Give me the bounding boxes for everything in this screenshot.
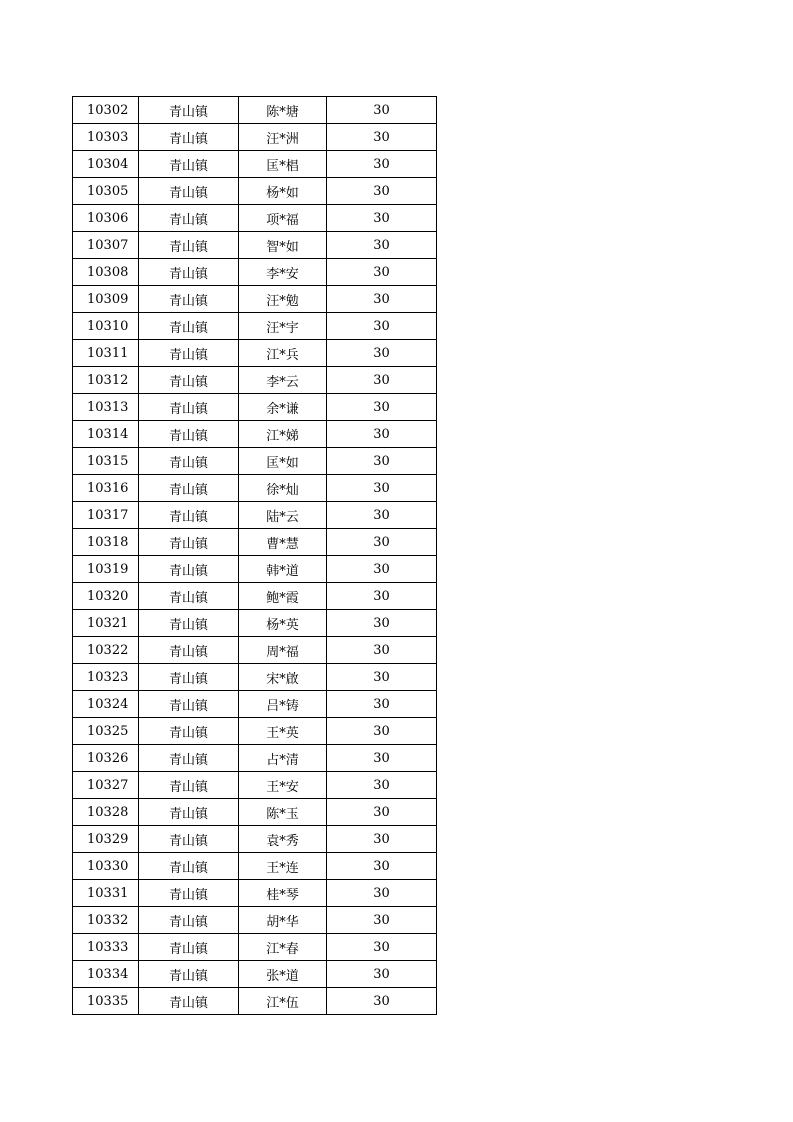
town-cell: 青山镇 — [139, 691, 239, 718]
table-row — [73, 475, 437, 502]
record-id-cell: 10322 — [73, 637, 139, 664]
table-row — [73, 394, 437, 421]
record-id-cell: 10304 — [73, 151, 139, 178]
table-row — [73, 421, 437, 448]
town-cell: 青山镇 — [139, 205, 239, 232]
table-row — [73, 745, 437, 772]
table-row — [73, 232, 437, 259]
table-row — [73, 556, 437, 583]
table-row — [73, 961, 437, 988]
amount-cell: 30 — [327, 421, 437, 448]
town-cell: 青山镇 — [139, 880, 239, 907]
town-cell: 青山镇 — [139, 259, 239, 286]
amount-cell: 30 — [327, 691, 437, 718]
town-cell: 青山镇 — [139, 421, 239, 448]
record-id-cell: 10329 — [73, 826, 139, 853]
record-id-cell: 10311 — [73, 340, 139, 367]
table-row — [73, 664, 437, 691]
name-cell: 江*娣 — [239, 421, 327, 448]
name-cell: 鲍*霞 — [239, 583, 327, 610]
town-cell: 青山镇 — [139, 826, 239, 853]
amount-cell: 30 — [327, 259, 437, 286]
name-cell: 李*云 — [239, 367, 327, 394]
town-cell: 青山镇 — [139, 367, 239, 394]
table-row — [73, 340, 437, 367]
name-cell: 江*伍 — [239, 988, 327, 1015]
town-cell: 青山镇 — [139, 529, 239, 556]
record-id-cell: 10326 — [73, 745, 139, 772]
town-cell: 青山镇 — [139, 124, 239, 151]
name-cell: 宋*啟 — [239, 664, 327, 691]
amount-cell: 30 — [327, 745, 437, 772]
table-row — [73, 313, 437, 340]
table-row — [73, 988, 437, 1015]
name-cell: 匡*如 — [239, 448, 327, 475]
record-id-cell: 10309 — [73, 286, 139, 313]
town-cell: 青山镇 — [139, 988, 239, 1015]
town-cell: 青山镇 — [139, 448, 239, 475]
amount-cell: 30 — [327, 151, 437, 178]
record-id-cell: 10327 — [73, 772, 139, 799]
name-cell: 汪*宇 — [239, 313, 327, 340]
name-cell: 陈*塘 — [239, 97, 327, 124]
town-cell: 青山镇 — [139, 907, 239, 934]
record-id-cell: 10313 — [73, 394, 139, 421]
table-row — [73, 799, 437, 826]
name-cell: 桂*琴 — [239, 880, 327, 907]
record-id-cell: 10302 — [73, 97, 139, 124]
data-table — [72, 96, 437, 1015]
amount-cell: 30 — [327, 664, 437, 691]
record-id-cell: 10333 — [73, 934, 139, 961]
amount-cell: 30 — [327, 934, 437, 961]
table-row — [73, 205, 437, 232]
record-id-cell: 10314 — [73, 421, 139, 448]
amount-cell: 30 — [327, 988, 437, 1015]
amount-cell: 30 — [327, 232, 437, 259]
town-cell: 青山镇 — [139, 286, 239, 313]
record-id-cell: 10325 — [73, 718, 139, 745]
name-cell: 江*春 — [239, 934, 327, 961]
amount-cell: 30 — [327, 772, 437, 799]
record-id-cell: 10328 — [73, 799, 139, 826]
table-row — [73, 97, 437, 124]
table-row — [73, 934, 437, 961]
record-id-cell: 10306 — [73, 205, 139, 232]
town-cell: 青山镇 — [139, 475, 239, 502]
name-cell: 陆*云 — [239, 502, 327, 529]
name-cell: 韩*道 — [239, 556, 327, 583]
name-cell: 智*如 — [239, 232, 327, 259]
name-cell: 李*安 — [239, 259, 327, 286]
table-row — [73, 448, 437, 475]
table-row — [73, 637, 437, 664]
amount-cell: 30 — [327, 178, 437, 205]
town-cell: 青山镇 — [139, 799, 239, 826]
record-id-cell: 10310 — [73, 313, 139, 340]
amount-cell: 30 — [327, 961, 437, 988]
amount-cell: 30 — [327, 637, 437, 664]
amount-cell: 30 — [327, 475, 437, 502]
name-cell: 张*道 — [239, 961, 327, 988]
record-id-cell: 10332 — [73, 907, 139, 934]
town-cell: 青山镇 — [139, 934, 239, 961]
town-cell: 青山镇 — [139, 394, 239, 421]
name-cell: 项*福 — [239, 205, 327, 232]
town-cell: 青山镇 — [139, 718, 239, 745]
table-row — [73, 124, 437, 151]
record-id-cell: 10319 — [73, 556, 139, 583]
amount-cell: 30 — [327, 205, 437, 232]
name-cell: 江*兵 — [239, 340, 327, 367]
record-id-cell: 10318 — [73, 529, 139, 556]
record-id-cell: 10323 — [73, 664, 139, 691]
amount-cell: 30 — [327, 313, 437, 340]
table-row — [73, 502, 437, 529]
name-cell: 陈*玉 — [239, 799, 327, 826]
table-row — [73, 151, 437, 178]
name-cell: 杨*如 — [239, 178, 327, 205]
amount-cell: 30 — [327, 340, 437, 367]
table-row — [73, 610, 437, 637]
name-cell: 余*谦 — [239, 394, 327, 421]
amount-cell: 30 — [327, 610, 437, 637]
table-row — [73, 583, 437, 610]
amount-cell: 30 — [327, 826, 437, 853]
name-cell: 徐*灿 — [239, 475, 327, 502]
table-row — [73, 718, 437, 745]
record-id-cell: 10335 — [73, 988, 139, 1015]
record-id-cell: 10312 — [73, 367, 139, 394]
record-id-cell: 10307 — [73, 232, 139, 259]
table-row — [73, 853, 437, 880]
amount-cell: 30 — [327, 853, 437, 880]
town-cell: 青山镇 — [139, 664, 239, 691]
name-cell: 曹*慧 — [239, 529, 327, 556]
town-cell: 青山镇 — [139, 151, 239, 178]
record-id-cell: 10324 — [73, 691, 139, 718]
amount-cell: 30 — [327, 367, 437, 394]
amount-cell: 30 — [327, 799, 437, 826]
table-row — [73, 178, 437, 205]
table-row — [73, 880, 437, 907]
name-cell: 占*清 — [239, 745, 327, 772]
town-cell: 青山镇 — [139, 745, 239, 772]
table-row — [73, 529, 437, 556]
name-cell: 吕*铸 — [239, 691, 327, 718]
name-cell: 王*英 — [239, 718, 327, 745]
town-cell: 青山镇 — [139, 637, 239, 664]
record-id-cell: 10315 — [73, 448, 139, 475]
town-cell: 青山镇 — [139, 178, 239, 205]
town-cell: 青山镇 — [139, 313, 239, 340]
name-cell: 王*连 — [239, 853, 327, 880]
name-cell: 周*福 — [239, 637, 327, 664]
table-row — [73, 826, 437, 853]
name-cell: 杨*英 — [239, 610, 327, 637]
amount-cell: 30 — [327, 583, 437, 610]
town-cell: 青山镇 — [139, 610, 239, 637]
town-cell: 青山镇 — [139, 556, 239, 583]
amount-cell: 30 — [327, 556, 437, 583]
amount-cell: 30 — [327, 124, 437, 151]
record-id-cell: 10316 — [73, 475, 139, 502]
record-id-cell: 10317 — [73, 502, 139, 529]
table-row — [73, 367, 437, 394]
record-id-cell: 10330 — [73, 853, 139, 880]
town-cell: 青山镇 — [139, 97, 239, 124]
town-cell: 青山镇 — [139, 583, 239, 610]
amount-cell: 30 — [327, 394, 437, 421]
amount-cell: 30 — [327, 718, 437, 745]
amount-cell: 30 — [327, 286, 437, 313]
amount-cell: 30 — [327, 529, 437, 556]
name-cell: 汪*洲 — [239, 124, 327, 151]
amount-cell: 30 — [327, 880, 437, 907]
amount-cell: 30 — [327, 97, 437, 124]
town-cell: 青山镇 — [139, 772, 239, 799]
name-cell: 袁*秀 — [239, 826, 327, 853]
record-id-cell: 10303 — [73, 124, 139, 151]
record-id-cell: 10331 — [73, 880, 139, 907]
table-row — [73, 286, 437, 313]
town-cell: 青山镇 — [139, 853, 239, 880]
record-id-cell: 10308 — [73, 259, 139, 286]
table-row — [73, 691, 437, 718]
name-cell: 汪*勉 — [239, 286, 327, 313]
table-row — [73, 772, 437, 799]
record-id-cell: 10334 — [73, 961, 139, 988]
table-body — [73, 97, 437, 1015]
town-cell: 青山镇 — [139, 340, 239, 367]
amount-cell: 30 — [327, 448, 437, 475]
name-cell: 匡*椙 — [239, 151, 327, 178]
town-cell: 青山镇 — [139, 961, 239, 988]
record-id-cell: 10305 — [73, 178, 139, 205]
town-cell: 青山镇 — [139, 232, 239, 259]
table-row — [73, 259, 437, 286]
name-cell: 胡*华 — [239, 907, 327, 934]
amount-cell: 30 — [327, 907, 437, 934]
town-cell: 青山镇 — [139, 502, 239, 529]
name-cell: 王*安 — [239, 772, 327, 799]
record-id-cell: 10320 — [73, 583, 139, 610]
table-row — [73, 907, 437, 934]
record-id-cell: 10321 — [73, 610, 139, 637]
amount-cell: 30 — [327, 502, 437, 529]
